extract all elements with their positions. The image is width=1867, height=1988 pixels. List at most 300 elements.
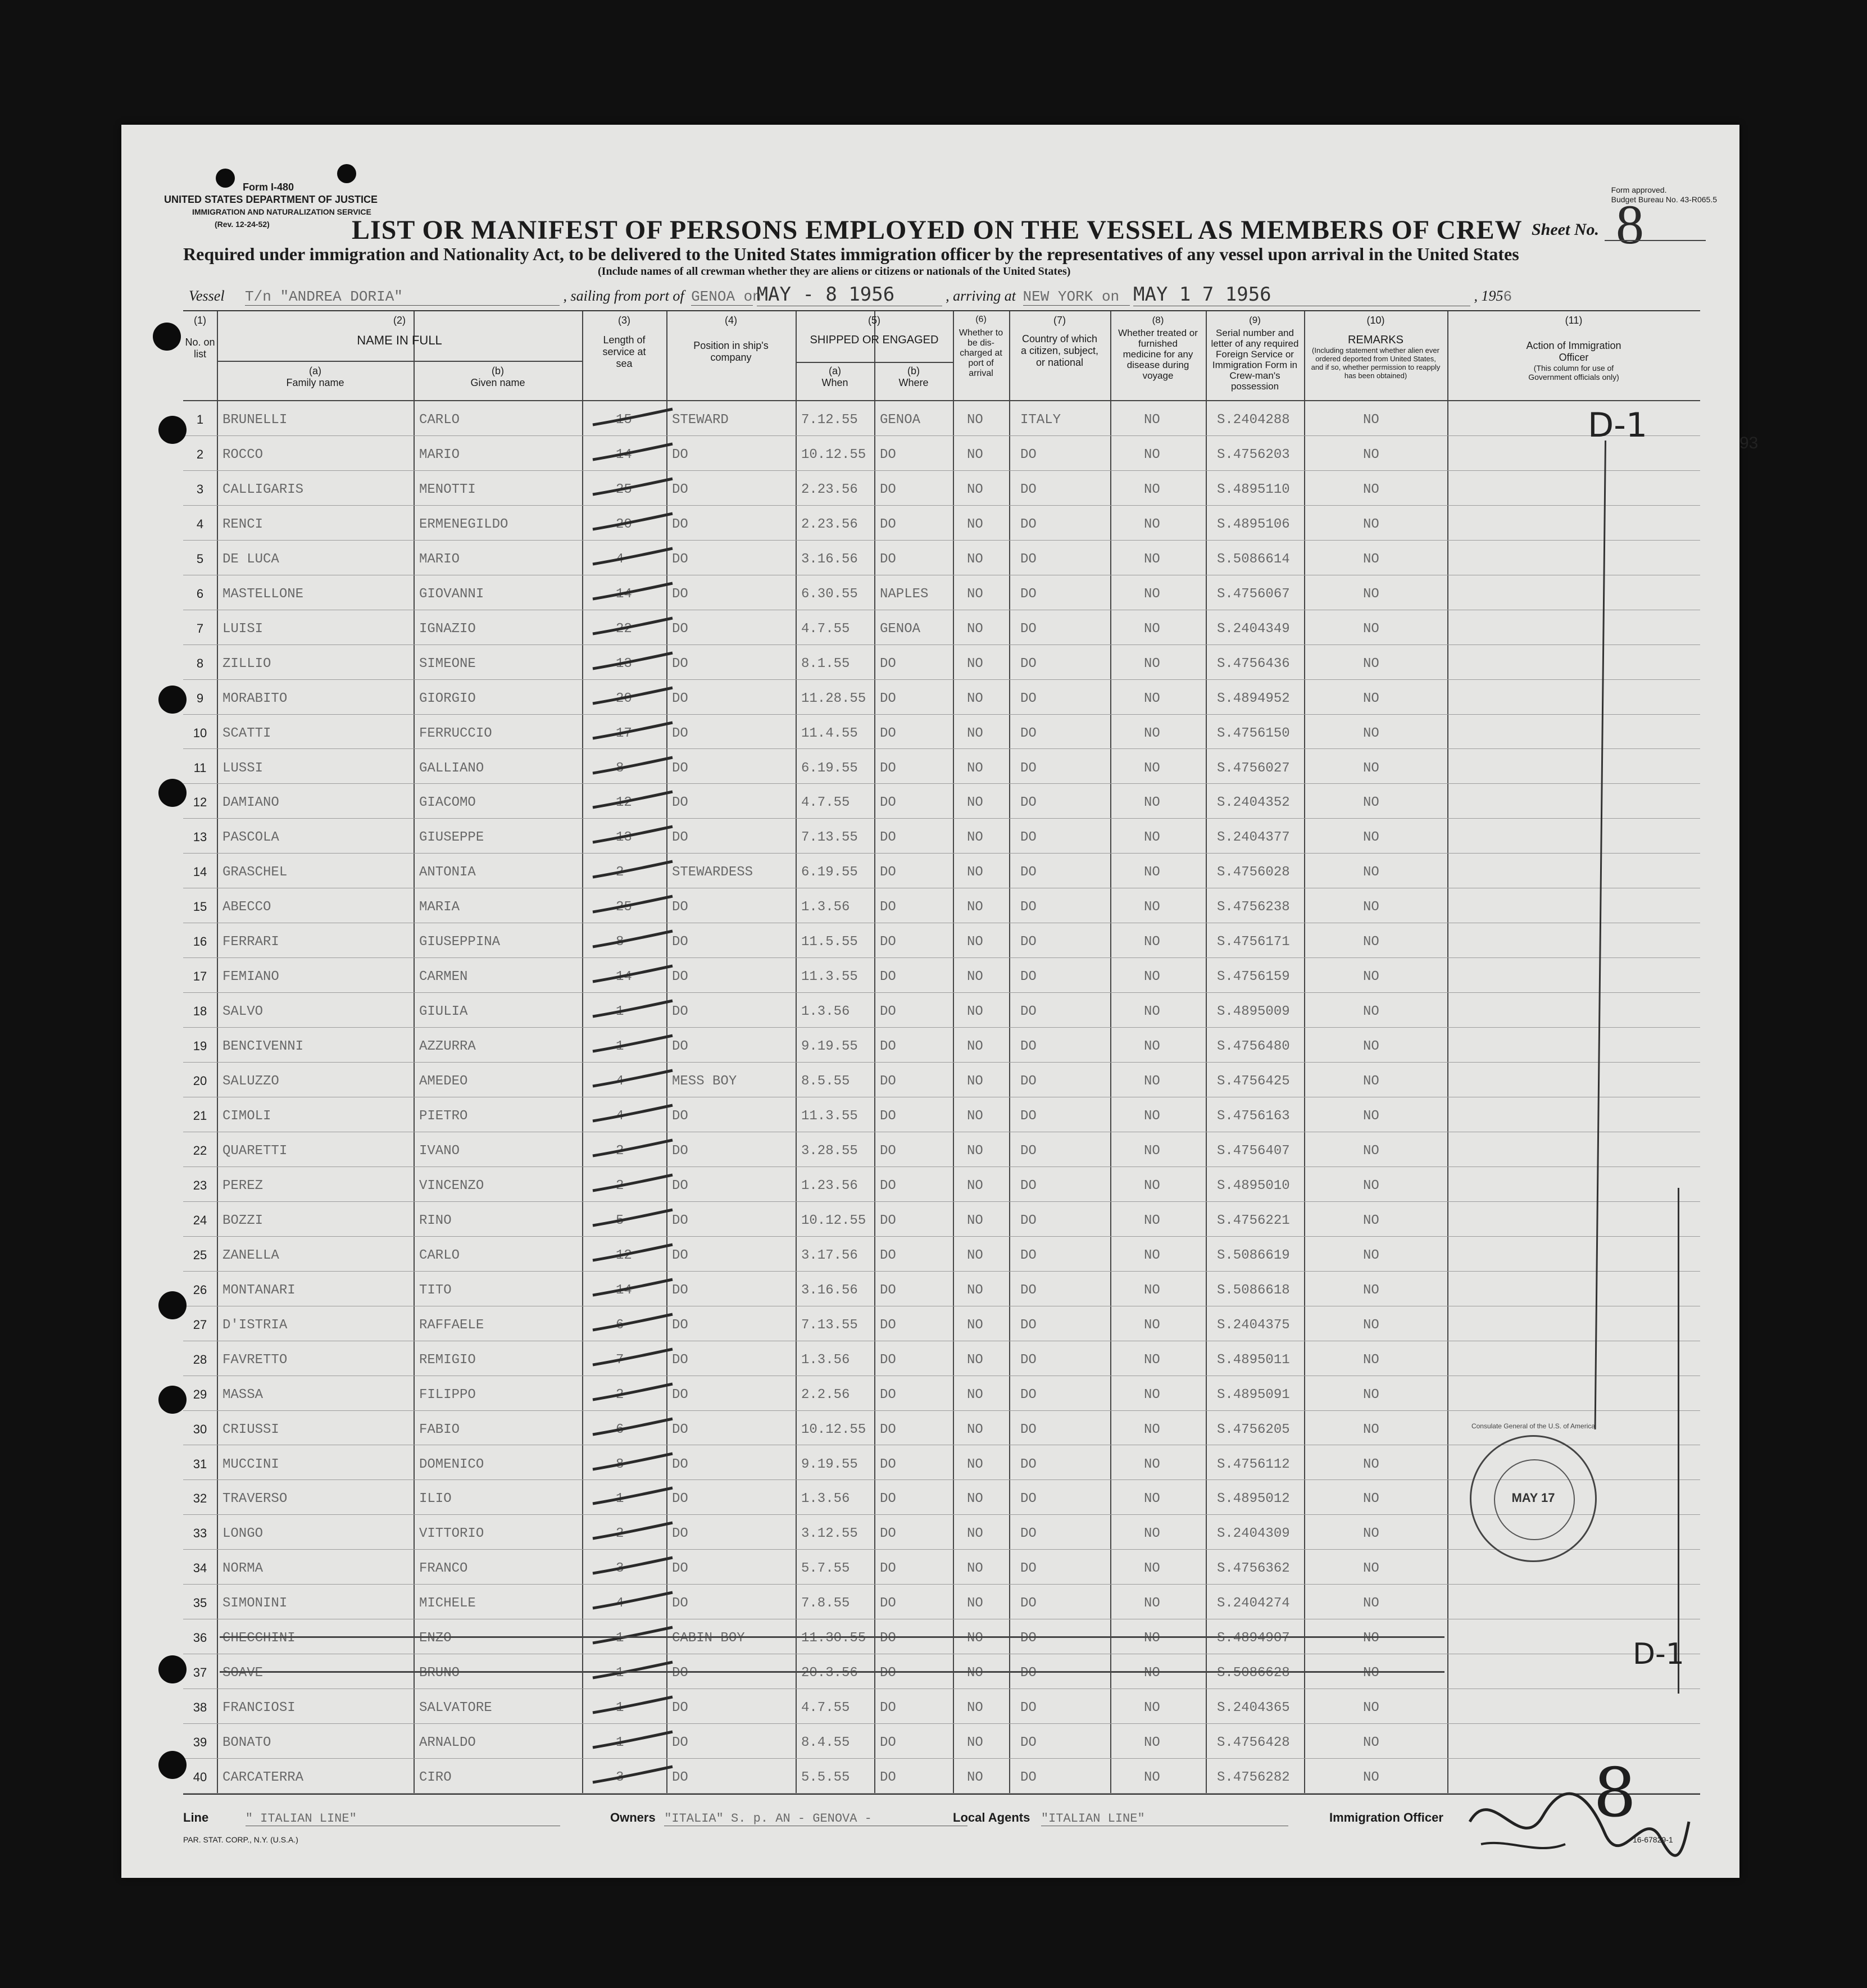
cell-serial: S.2404288 [1217, 412, 1290, 428]
cell-remarks: NO [1363, 551, 1379, 567]
budget-bureau: Budget Bureau No. 43-R065.5 [1611, 195, 1717, 204]
cell-position: DO [672, 795, 688, 811]
col-num-2: (2) [393, 315, 406, 326]
action-mark-top: D-1 [1588, 406, 1648, 445]
cell-when: 6.30.55 [801, 586, 858, 602]
col-note-11: (This column for use of Government officials only) [1528, 364, 1619, 382]
year-digit: 6 [1503, 288, 1512, 305]
col-num-5a: (a) [829, 365, 841, 376]
cell-treated: NO [1144, 482, 1160, 497]
arriving-port: NEW YORK on [1023, 288, 1130, 306]
cell-position: DO [672, 516, 688, 532]
service-strikethrough-mark [590, 1624, 675, 1646]
cell-position: DO [672, 691, 688, 706]
cell-family: CHECCHINI [222, 1631, 296, 1646]
cell-discharge: NO [967, 1561, 983, 1577]
cell-given: MARIO [419, 447, 460, 462]
cell-given: MICHELE [419, 1596, 476, 1612]
table-row [183, 1202, 1700, 1236]
cell-serial: S.2404309 [1217, 1526, 1290, 1542]
cell-family: SIMONINI [222, 1596, 288, 1612]
cell-discharge: NO [967, 691, 983, 706]
cell-service: 1 [616, 1665, 624, 1681]
cell-discharge: NO [967, 1109, 983, 1124]
row-number: 3 [196, 482, 204, 496]
service-strikethrough-mark [590, 1311, 675, 1333]
cell-discharge: NO [967, 969, 983, 985]
cell-family: QUARETTI [222, 1143, 288, 1159]
cell-remarks: NO [1363, 1178, 1379, 1193]
cell-serial: S.4756425 [1217, 1074, 1290, 1090]
officer-signature: 8 [1593, 1754, 1637, 1832]
binder-hole [158, 779, 187, 807]
cell-when: 2.23.56 [801, 516, 858, 532]
col-num-8: (8) [1152, 315, 1164, 325]
service-strikethrough-mark [590, 545, 675, 568]
cell-service: 2 [616, 1387, 624, 1403]
col-header-name [217, 315, 582, 346]
agents-label: Local Agents [953, 1810, 1030, 1824]
table-row [183, 854, 1700, 888]
cell-serial: S.2404377 [1217, 830, 1290, 846]
table-row [183, 1654, 1700, 1689]
table-row [183, 819, 1700, 853]
cell-position: DO [672, 1282, 688, 1298]
officer-label: Immigration Officer [1329, 1810, 1443, 1824]
cell-country: DO [1020, 1491, 1037, 1507]
col-header-service [582, 315, 666, 370]
service-strikethrough-mark [590, 1346, 675, 1368]
col-header-serial [1206, 315, 1304, 392]
cell-when: 6.19.55 [801, 760, 858, 776]
row-number: 32 [193, 1491, 207, 1506]
cell-treated: NO [1144, 1004, 1160, 1020]
service: IMMIGRATION AND NATURALIZATION SERVICE [192, 207, 371, 216]
cell-remarks: NO [1363, 1109, 1379, 1124]
cell-country: DO [1020, 1178, 1037, 1193]
cell-when: 3.17.56 [801, 1247, 858, 1263]
cell-treated: NO [1144, 760, 1160, 776]
cell-country: DO [1020, 1213, 1037, 1228]
cell-discharge: NO [967, 830, 983, 846]
agents-value: "ITALIAN LINE" [1041, 1812, 1288, 1826]
binder-hole [158, 1655, 187, 1683]
cell-service: 1 [616, 1039, 624, 1055]
col-label-2: NAME IN FULL [357, 333, 442, 347]
col-label-8: Whether treated or furnished medicine for any disease during voyage [1118, 328, 1198, 381]
cell-treated: NO [1144, 725, 1160, 741]
cell-remarks: NO [1363, 516, 1379, 532]
cell-treated: NO [1144, 1143, 1160, 1159]
cell-given: CIRO [419, 1770, 452, 1786]
service-strikethrough-mark [590, 650, 675, 672]
cell-position: DO [672, 1456, 688, 1472]
cell-where: DO [880, 1387, 896, 1403]
cell-serial: S.4756112 [1217, 1456, 1290, 1472]
cell-treated: NO [1144, 1422, 1160, 1437]
cell-given: ARNALDO [419, 1735, 476, 1751]
col-label-2b: Given name [470, 377, 525, 388]
row-number: 31 [193, 1456, 207, 1471]
cell-discharge: NO [967, 1004, 983, 1020]
cell-country: DO [1020, 934, 1037, 950]
service-strikethrough-mark [590, 823, 675, 846]
cell-discharge: NO [967, 1143, 983, 1159]
cell-serial: S.5086619 [1217, 1247, 1290, 1263]
cell-position: DO [672, 725, 688, 741]
cell-given: AMEDEO [419, 1074, 468, 1090]
subtitle-note: (Include names of all crewman whether they are aliens or citizens or nationals of the United States) [598, 265, 1071, 278]
col-header-given [414, 365, 582, 389]
cell-position: DO [672, 551, 688, 567]
cell-discharge: NO [967, 1317, 983, 1333]
cell-where: DO [880, 1700, 896, 1716]
cell-when: 3.28.55 [801, 1143, 858, 1159]
cell-serial: S.4756028 [1217, 865, 1290, 880]
sheet-label: Sheet No. [1532, 220, 1599, 239]
footer-line-field [183, 1810, 560, 1826]
cell-remarks: NO [1363, 900, 1379, 915]
row-number: 18 [193, 1004, 207, 1019]
cell-where: DO [880, 1247, 896, 1263]
col-label-5: SHIPPED OR ENGAGED [810, 334, 939, 346]
cell-country: DO [1020, 656, 1037, 671]
cell-service: 5 [616, 1213, 624, 1228]
sheet-underline [1605, 240, 1706, 241]
cell-when: 8.4.55 [801, 1735, 850, 1751]
cell-service: 6 [616, 1422, 624, 1437]
revision: (Rev. 12-24-52) [215, 220, 270, 229]
cell-remarks: NO [1363, 934, 1379, 950]
signature-scrawl [1459, 1771, 1695, 1872]
cell-discharge: NO [967, 760, 983, 776]
cell-country: DO [1020, 516, 1037, 532]
cell-where: DO [880, 1282, 896, 1298]
cell-treated: NO [1144, 1456, 1160, 1472]
cell-position: CABIN BOY [672, 1631, 745, 1646]
row-number: 1 [196, 412, 204, 426]
cell-country: DO [1020, 1352, 1037, 1368]
service-strikethrough-mark [590, 1137, 675, 1159]
cell-service: 25 [616, 900, 632, 915]
cell-country: DO [1020, 482, 1037, 497]
cell-when: 3.12.55 [801, 1526, 858, 1542]
table-row [183, 993, 1700, 1027]
cell-serial: S.4895011 [1217, 1352, 1290, 1368]
cell-country: DO [1020, 1665, 1037, 1681]
table-row [183, 1515, 1700, 1549]
cell-treated: NO [1144, 1491, 1160, 1507]
cell-treated: NO [1144, 1631, 1160, 1646]
cell-service: 1 [616, 1735, 624, 1751]
cell-when: 8.1.55 [801, 656, 850, 671]
cell-service: 17 [616, 725, 632, 741]
row-number: 5 [196, 551, 204, 566]
service-strikethrough-mark [590, 893, 675, 915]
cell-when: 10.12.55 [801, 1422, 866, 1437]
footer-officer-field [1329, 1810, 1443, 1825]
arriving-date: MAY 1 7 1956 [1133, 283, 1470, 306]
cell-country: DO [1020, 1074, 1037, 1090]
cell-country: DO [1020, 1700, 1037, 1716]
col-label-10: REMARKS [1348, 334, 1403, 346]
col-num-1: (1) [194, 315, 206, 326]
cell-discharge: NO [967, 795, 983, 811]
subtitle: Required under immigration and Nationality Act, to be delivered to the United States immigration officer by the representatives of any vessel upon arrival in the United States [183, 244, 1519, 264]
cell-where: DO [880, 691, 896, 706]
cell-remarks: NO [1363, 1143, 1379, 1159]
cell-family: ZILLIO [222, 656, 271, 671]
col-label-3: Length of service at sea [602, 334, 646, 369]
row-number: 33 [193, 1526, 207, 1541]
cell-serial: S.4756150 [1217, 725, 1290, 741]
service-strikethrough-mark [590, 1485, 675, 1507]
cell-remarks: NO [1363, 1700, 1379, 1716]
table-row [183, 1724, 1700, 1758]
form-number: Form I-480 [243, 181, 294, 193]
cell-family: SOAVE [222, 1665, 264, 1681]
cell-country: DO [1020, 865, 1037, 880]
cell-serial: S.4756027 [1217, 760, 1290, 776]
sheet-number: 8 [1616, 193, 1644, 256]
cell-remarks: NO [1363, 691, 1379, 706]
cell-position: DO [672, 760, 688, 776]
cell-where: DO [880, 1039, 896, 1055]
cell-family: BONATO [222, 1735, 271, 1751]
cell-serial: S.4756067 [1217, 586, 1290, 602]
cell-family: CRIUSSI [222, 1422, 279, 1437]
cell-family: D'ISTRIA [222, 1317, 288, 1333]
cell-given: TITO [419, 1282, 452, 1298]
col-num-2a: (a) [309, 365, 321, 376]
cell-country: DO [1020, 1770, 1037, 1786]
row-number: 14 [193, 865, 207, 879]
table-row [183, 1376, 1700, 1410]
cell-when: 5.7.55 [801, 1561, 850, 1577]
cell-given: CARLO [419, 412, 460, 428]
cell-remarks: NO [1363, 1317, 1379, 1333]
cell-service: 4 [616, 1074, 624, 1090]
cell-treated: NO [1144, 900, 1160, 915]
cell-given: AZZURRA [419, 1039, 476, 1055]
cell-when: 1.3.56 [801, 1491, 850, 1507]
row-number: 28 [193, 1352, 207, 1367]
service-strikethrough-mark [590, 1450, 675, 1473]
cell-when: 7.12.55 [801, 412, 858, 428]
cell-family: SCATTI [222, 725, 271, 741]
cell-given: MENOTTI [419, 482, 476, 497]
row-number: 25 [193, 1247, 207, 1262]
cell-serial: S.4756221 [1217, 1213, 1290, 1228]
table-row [183, 1619, 1700, 1654]
service-strikethrough-mark [590, 1554, 675, 1577]
service-strikethrough-mark [590, 1276, 675, 1299]
row-number: 7 [196, 621, 204, 636]
cell-country: DO [1020, 586, 1037, 602]
col-label-6: Whether to be dis-charged at port of arrival [959, 328, 1003, 378]
cell-remarks: NO [1363, 621, 1379, 637]
cell-given: GIACOMO [419, 795, 476, 811]
cell-when: 5.5.55 [801, 1770, 850, 1786]
table-row [183, 750, 1700, 784]
cell-country: DO [1020, 1387, 1037, 1403]
table-row [183, 1097, 1700, 1132]
table-row [183, 471, 1700, 505]
binder-hole [153, 323, 181, 351]
cell-family: LUSSI [222, 760, 264, 776]
cell-service: 4 [616, 551, 624, 567]
table-row [183, 401, 1700, 435]
cell-position: DO [672, 1352, 688, 1368]
row-number: 13 [193, 830, 207, 845]
col-num-11: (11) [1565, 315, 1583, 326]
shipped-subdivider [796, 362, 953, 363]
table-row [183, 1132, 1700, 1167]
table-row [183, 436, 1700, 470]
cell-when: 1.3.56 [801, 1352, 850, 1368]
cell-position: DO [672, 1143, 688, 1159]
cell-discharge: NO [967, 1456, 983, 1472]
cell-remarks: NO [1363, 656, 1379, 671]
cell-country: DO [1020, 795, 1037, 811]
cell-serial: S.4756171 [1217, 934, 1290, 950]
cell-where: DO [880, 900, 896, 915]
binder-hole [158, 1386, 187, 1414]
owners-label: Owners [610, 1810, 656, 1824]
row-number: 17 [193, 969, 207, 984]
cell-family: CALLIGARIS [222, 482, 304, 497]
cell-family: LONGO [222, 1526, 264, 1542]
cell-service: 4 [616, 1596, 624, 1612]
cell-treated: NO [1144, 412, 1160, 428]
cell-treated: NO [1144, 516, 1160, 532]
cell-family: FERRARI [222, 934, 279, 950]
cell-treated: NO [1144, 1735, 1160, 1751]
cell-discharge: NO [967, 447, 983, 462]
cell-given: FILIPPO [419, 1387, 476, 1403]
cell-given: FRANCO [419, 1561, 468, 1577]
cell-family: LUISI [222, 621, 264, 637]
cell-position: DO [672, 934, 688, 950]
cell-remarks: NO [1363, 795, 1379, 811]
binder-hole [158, 1291, 187, 1319]
table-row [183, 645, 1700, 679]
row-number: 37 [193, 1665, 207, 1680]
table-row [183, 1585, 1700, 1619]
service-strikethrough-mark [590, 1172, 675, 1194]
line-value: " ITALIAN LINE" [246, 1812, 560, 1826]
cell-treated: NO [1144, 969, 1160, 985]
cell-when: 11.30.55 [801, 1631, 866, 1646]
col-num-10: (10) [1366, 315, 1385, 326]
cell-given: ANTONIA [419, 865, 476, 880]
row-number: 10 [193, 725, 207, 740]
cell-country: DO [1020, 1596, 1037, 1612]
cell-family: ZANELLA [222, 1247, 279, 1263]
cell-service: 14 [616, 969, 632, 985]
cell-family: MASTELLONE [222, 586, 304, 602]
cell-discharge: NO [967, 725, 983, 741]
cell-where: DO [880, 760, 896, 776]
cell-remarks: NO [1363, 1004, 1379, 1020]
cell-remarks: NO [1363, 1631, 1379, 1646]
cell-service: 7 [616, 1352, 624, 1368]
cell-discharge: NO [967, 1631, 983, 1646]
cell-remarks: NO [1363, 412, 1379, 428]
cell-country: DO [1020, 447, 1037, 462]
cell-given: GALLIANO [419, 760, 484, 776]
cell-given: VINCENZO [419, 1178, 484, 1193]
cell-family: MASSA [222, 1387, 264, 1403]
table-row [183, 1028, 1700, 1062]
arriving-label: , arriving at [946, 288, 1016, 304]
cell-serial: S.2404274 [1217, 1596, 1290, 1612]
cell-country: DO [1020, 1735, 1037, 1751]
cell-where: DO [880, 482, 896, 497]
cell-position: DO [672, 1735, 688, 1751]
stamp-date: MAY 17 [1511, 1491, 1555, 1505]
cell-service: 22 [616, 621, 632, 637]
cell-family: CARCATERRA [222, 1770, 304, 1786]
vessel-line [189, 283, 1512, 306]
col-header-discharge [953, 315, 1009, 379]
cell-position: DO [672, 1526, 688, 1542]
cell-where: DO [880, 1526, 896, 1542]
cell-serial: S.4895106 [1217, 516, 1290, 532]
cell-when: 10.12.55 [801, 447, 866, 462]
cell-service: 8 [616, 934, 624, 950]
row-number: 35 [193, 1596, 207, 1610]
service-strikethrough-mark [590, 510, 675, 533]
cell-serial: S.4895110 [1217, 482, 1290, 497]
cell-position: DO [672, 656, 688, 671]
cell-given: CARLO [419, 1247, 460, 1263]
cell-when: 7.8.55 [801, 1596, 850, 1612]
col-label-4: Position in ship's company [693, 340, 769, 363]
cell-service: 14 [616, 447, 632, 462]
table-row [183, 1446, 1700, 1480]
cell-where: DO [880, 551, 896, 567]
cell-service: 12 [616, 1247, 632, 1263]
col-label-2a: Family name [286, 377, 344, 388]
service-strikethrough-mark [590, 1763, 675, 1786]
cell-service: 4 [616, 1109, 624, 1124]
cell-treated: NO [1144, 1387, 1160, 1403]
cell-given: DOMENICO [419, 1456, 484, 1472]
line-label: Line [183, 1810, 209, 1824]
cell-position: DO [672, 830, 688, 846]
cell-when: 11.5.55 [801, 934, 858, 950]
service-strikethrough-mark [590, 788, 675, 811]
cell-treated: NO [1144, 1074, 1160, 1090]
cell-treated: NO [1144, 1770, 1160, 1786]
cell-remarks: NO [1363, 1596, 1379, 1612]
cell-remarks: NO [1363, 1247, 1379, 1263]
cell-where: DO [880, 1665, 896, 1681]
cell-serial: S.4894907 [1217, 1631, 1290, 1646]
col-num-6: (6) [975, 315, 987, 324]
row-number: 20 [193, 1074, 207, 1088]
table-row [183, 610, 1700, 644]
cell-when: 1.3.56 [801, 900, 850, 915]
cell-remarks: NO [1363, 1456, 1379, 1472]
cell-remarks: NO [1363, 865, 1379, 880]
cell-treated: NO [1144, 865, 1160, 880]
cell-position: DO [672, 1317, 688, 1333]
cell-remarks: NO [1363, 1735, 1379, 1751]
cell-country: DO [1020, 1526, 1037, 1542]
service-strikethrough-mark [590, 580, 675, 602]
